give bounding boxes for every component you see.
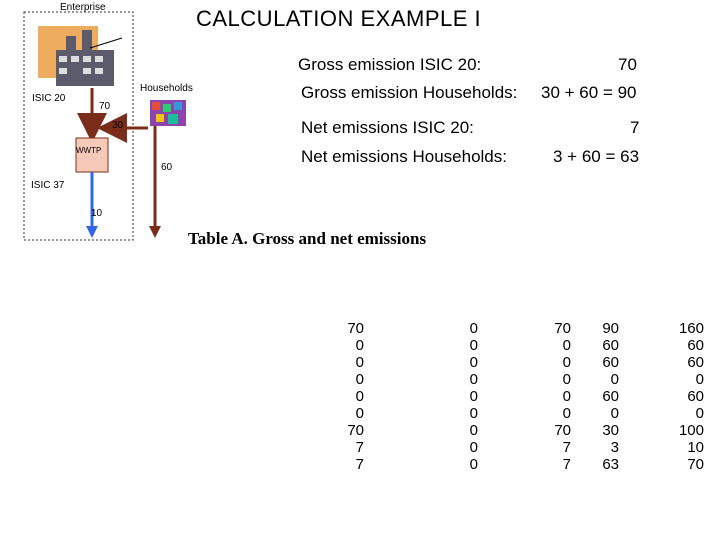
households-icon (150, 100, 186, 126)
page-title: CALCULATION EXAMPLE I (196, 6, 482, 31)
flow-label-70: 70 (99, 101, 111, 112)
table-cell: 30 (602, 422, 619, 439)
table-cell: 70 (687, 456, 704, 473)
table-column-1 (347, 320, 364, 473)
table-cell: 0 (610, 405, 619, 422)
table-cell: 70 (347, 422, 364, 439)
table-cell: 60 (602, 337, 619, 354)
table-cell: 60 (687, 388, 704, 405)
table-cell: 0 (695, 371, 704, 388)
table-cell: 0 (610, 371, 619, 388)
table-cell: 7 (355, 456, 364, 473)
wwtp-box (76, 138, 108, 172)
table-cell: 0 (469, 456, 478, 473)
table-cell: 7 (355, 439, 364, 456)
table-column-4 (602, 320, 619, 473)
table-cell: 0 (469, 371, 478, 388)
flow-diagram (0, 0, 300, 245)
isic37-label: ISIC 37 (31, 180, 65, 191)
gross-households-label: Gross emission Households: (301, 83, 518, 102)
households-label: Households (140, 83, 193, 94)
table-cell: 0 (355, 337, 364, 354)
table-cell: 160 (678, 320, 704, 337)
table-cell: 3 (610, 439, 619, 456)
table-cell: 60 (687, 354, 704, 371)
table-column-5 (679, 320, 704, 473)
table-cell: 0 (562, 405, 571, 422)
table-cell: 0 (355, 354, 364, 371)
table-cell: 0 (695, 405, 704, 422)
table-cell: 0 (562, 371, 571, 388)
table-cell: 100 (678, 422, 704, 439)
table-cell: 10 (687, 439, 704, 456)
table-cell: 0 (355, 405, 364, 422)
gross-isic20-value: 70 (618, 55, 637, 74)
table-cell: 0 (469, 439, 478, 456)
flow-label-60: 60 (161, 162, 173, 173)
net-isic20-label: Net emissions ISIC 20: (301, 118, 474, 137)
table-cell: 7 (562, 456, 571, 473)
flow-label-30: 30 (112, 120, 124, 131)
table-cell: 0 (562, 337, 571, 354)
table-cell: 0 (469, 405, 478, 422)
net-isic20-value: 7 (630, 118, 640, 137)
gross-isic20-label: Gross emission ISIC 20: (298, 55, 482, 74)
table-cell: 0 (469, 388, 478, 405)
table-cell: 0 (469, 354, 478, 371)
net-households-label: Net emissions Households: (301, 147, 507, 166)
enterprise-label: Enterprise (60, 2, 106, 13)
table-cell: 0 (469, 320, 478, 337)
table-cell: 60 (602, 388, 619, 405)
table-cell: 70 (554, 422, 571, 439)
wwtp-label: WWTP (76, 146, 102, 155)
table-cell: 0 (355, 371, 364, 388)
table-cell: 0 (469, 422, 478, 439)
gross-households-value: 30 + 60 = 90 (541, 83, 637, 102)
table-cell: 70 (347, 320, 364, 337)
table-cell: 90 (602, 320, 619, 337)
table-cell: 70 (554, 320, 571, 337)
factory-icon (38, 26, 122, 86)
table-cell: 0 (355, 388, 364, 405)
flow-label-10: 10 (91, 208, 103, 219)
table-cell: 0 (562, 388, 571, 405)
table-column-3 (554, 320, 571, 473)
table-cell: 7 (562, 439, 571, 456)
isic20-label: ISIC 20 (32, 93, 66, 104)
table-column-2 (470, 320, 478, 473)
table-cell: 60 (602, 354, 619, 371)
table-caption: Table A. Gross and net emissions (188, 229, 427, 248)
table-cell: 63 (602, 456, 619, 473)
table-cell: 0 (562, 354, 571, 371)
table-cell: 60 (687, 337, 704, 354)
table-cell: 0 (469, 337, 478, 354)
net-households-value: 3 + 60 = 63 (553, 147, 640, 166)
